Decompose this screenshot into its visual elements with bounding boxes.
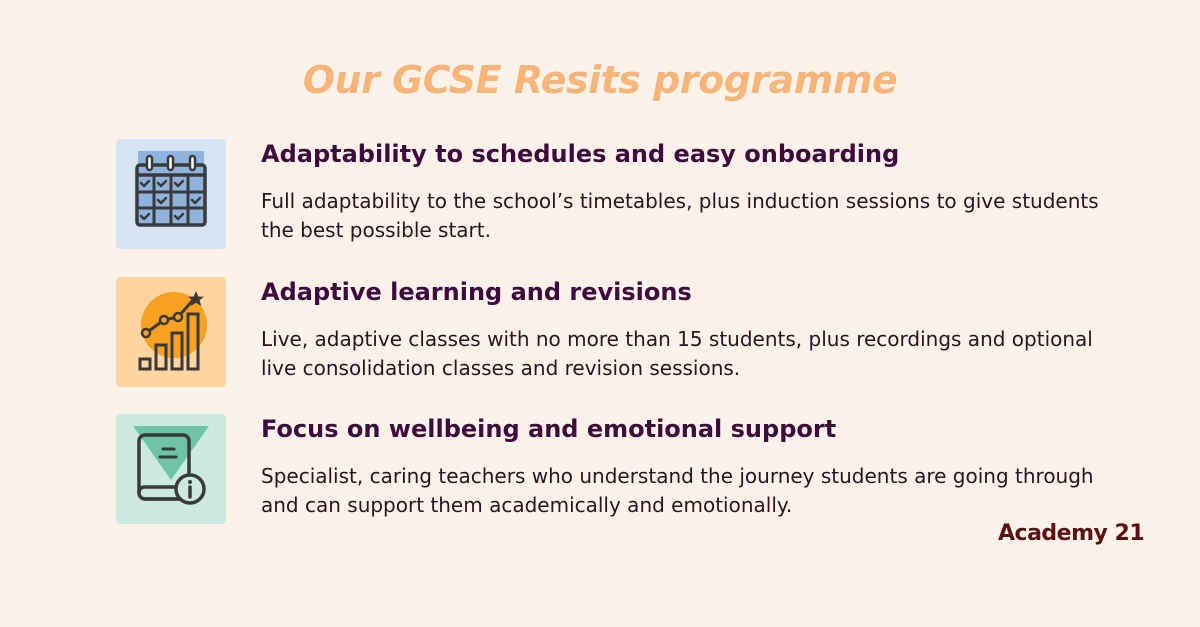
feature-heading: Adaptive learning and revisions xyxy=(261,278,692,306)
feature-heading: Focus on wellbeing and emotional support xyxy=(261,415,837,443)
feature-description: Specialist, caring teachers who understand the journey students are going through and can support them academically and emotionally. xyxy=(261,464,1094,517)
page-title: Our GCSE Resits programme xyxy=(302,58,898,102)
book-info-icon xyxy=(116,414,226,524)
brand-logo: Academy 21 xyxy=(998,521,1145,546)
feature-wellbeing xyxy=(116,414,1116,526)
feature-description: Full adaptability to the school’s timetables, plus induction sessions to give students the best possible start. xyxy=(261,189,1099,242)
growth-chart-icon xyxy=(116,277,226,387)
feature-schedules xyxy=(116,139,1116,251)
feature-heading: Adaptability to schedules and easy onboarding xyxy=(261,140,900,168)
feature-description: Live, adaptive classes with no more than 15 students, plus recordings and optional live consolidation classes and revision sessions. xyxy=(261,327,1093,380)
calendar-icon xyxy=(116,139,226,249)
feature-adaptive-learning xyxy=(116,277,1116,389)
